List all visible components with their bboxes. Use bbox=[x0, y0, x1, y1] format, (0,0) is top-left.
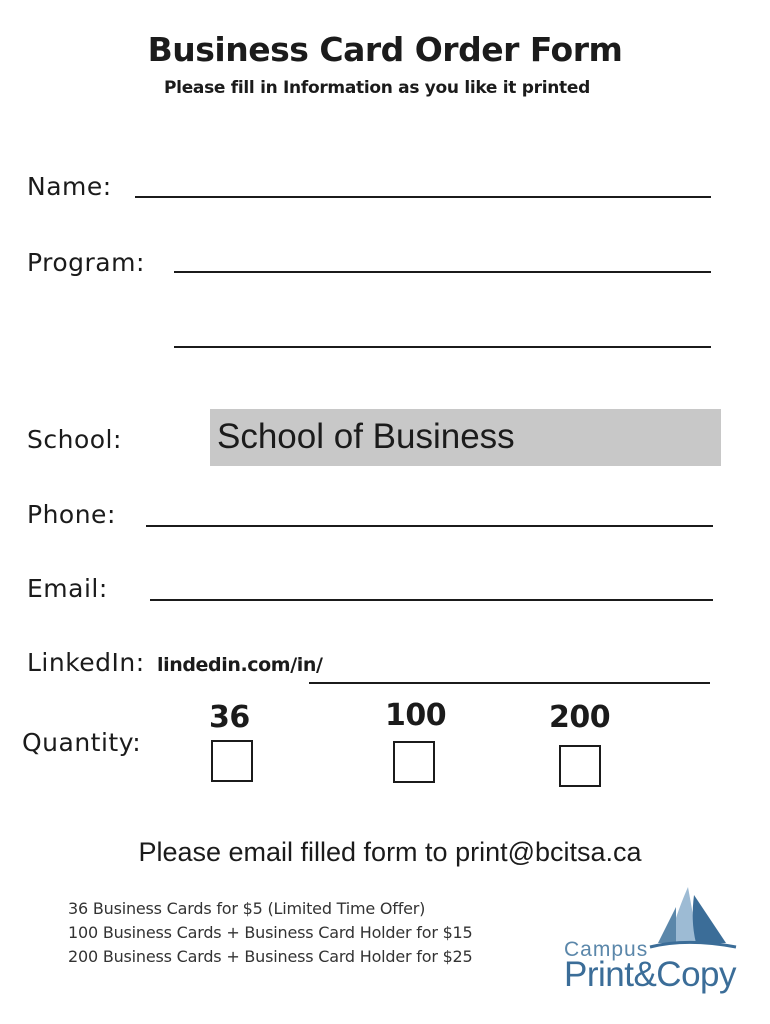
campus-print-copy-logo bbox=[560, 885, 750, 995]
email-field[interactable] bbox=[150, 599, 713, 601]
program-field[interactable] bbox=[174, 271, 711, 273]
quantity-option-200-label: 200 bbox=[549, 700, 611, 735]
quantity-option-100-label: 100 bbox=[385, 698, 447, 733]
quantity-200-checkbox[interactable] bbox=[559, 745, 601, 787]
quantity-100-checkbox[interactable] bbox=[393, 741, 435, 783]
school-field[interactable]: School of Business bbox=[210, 409, 721, 466]
page-title: Business Card Order Form bbox=[147, 30, 623, 69]
phone-field[interactable] bbox=[146, 525, 713, 527]
linkedin-label: LinkedIn: bbox=[27, 648, 145, 677]
email-label: Email: bbox=[27, 574, 108, 603]
linkedin-prefix: lindedin.com/in/ bbox=[157, 654, 323, 676]
price-line-36: 36 Business Cards for $5 (Limited Time Offer) bbox=[68, 899, 426, 918]
price-line-100: 100 Business Cards + Business Card Holder for $15 bbox=[68, 923, 473, 942]
linkedin-field[interactable] bbox=[309, 682, 710, 684]
quantity-option-36-label: 36 bbox=[209, 700, 250, 735]
name-label: Name: bbox=[27, 172, 112, 201]
program-label: Program: bbox=[27, 248, 145, 277]
phone-label: Phone: bbox=[27, 500, 116, 529]
email-instruction: Please email filled form to print@bcitsa.ca bbox=[138, 837, 642, 867]
logo-campus-text: Campus bbox=[564, 938, 649, 961]
program-field-line-2[interactable] bbox=[174, 346, 711, 348]
sailboat-icon bbox=[640, 885, 740, 955]
price-line-200: 200 Business Cards + Business Card Holder for $25 bbox=[68, 947, 473, 966]
logo-print-copy-text: Print&Copy bbox=[564, 955, 737, 994]
page-subtitle: Please fill in Information as you like it printed bbox=[164, 78, 590, 98]
name-field[interactable] bbox=[135, 196, 711, 198]
quantity-label: Quantity: bbox=[22, 728, 142, 757]
school-label: School: bbox=[27, 425, 122, 454]
quantity-36-checkbox[interactable] bbox=[211, 740, 253, 782]
